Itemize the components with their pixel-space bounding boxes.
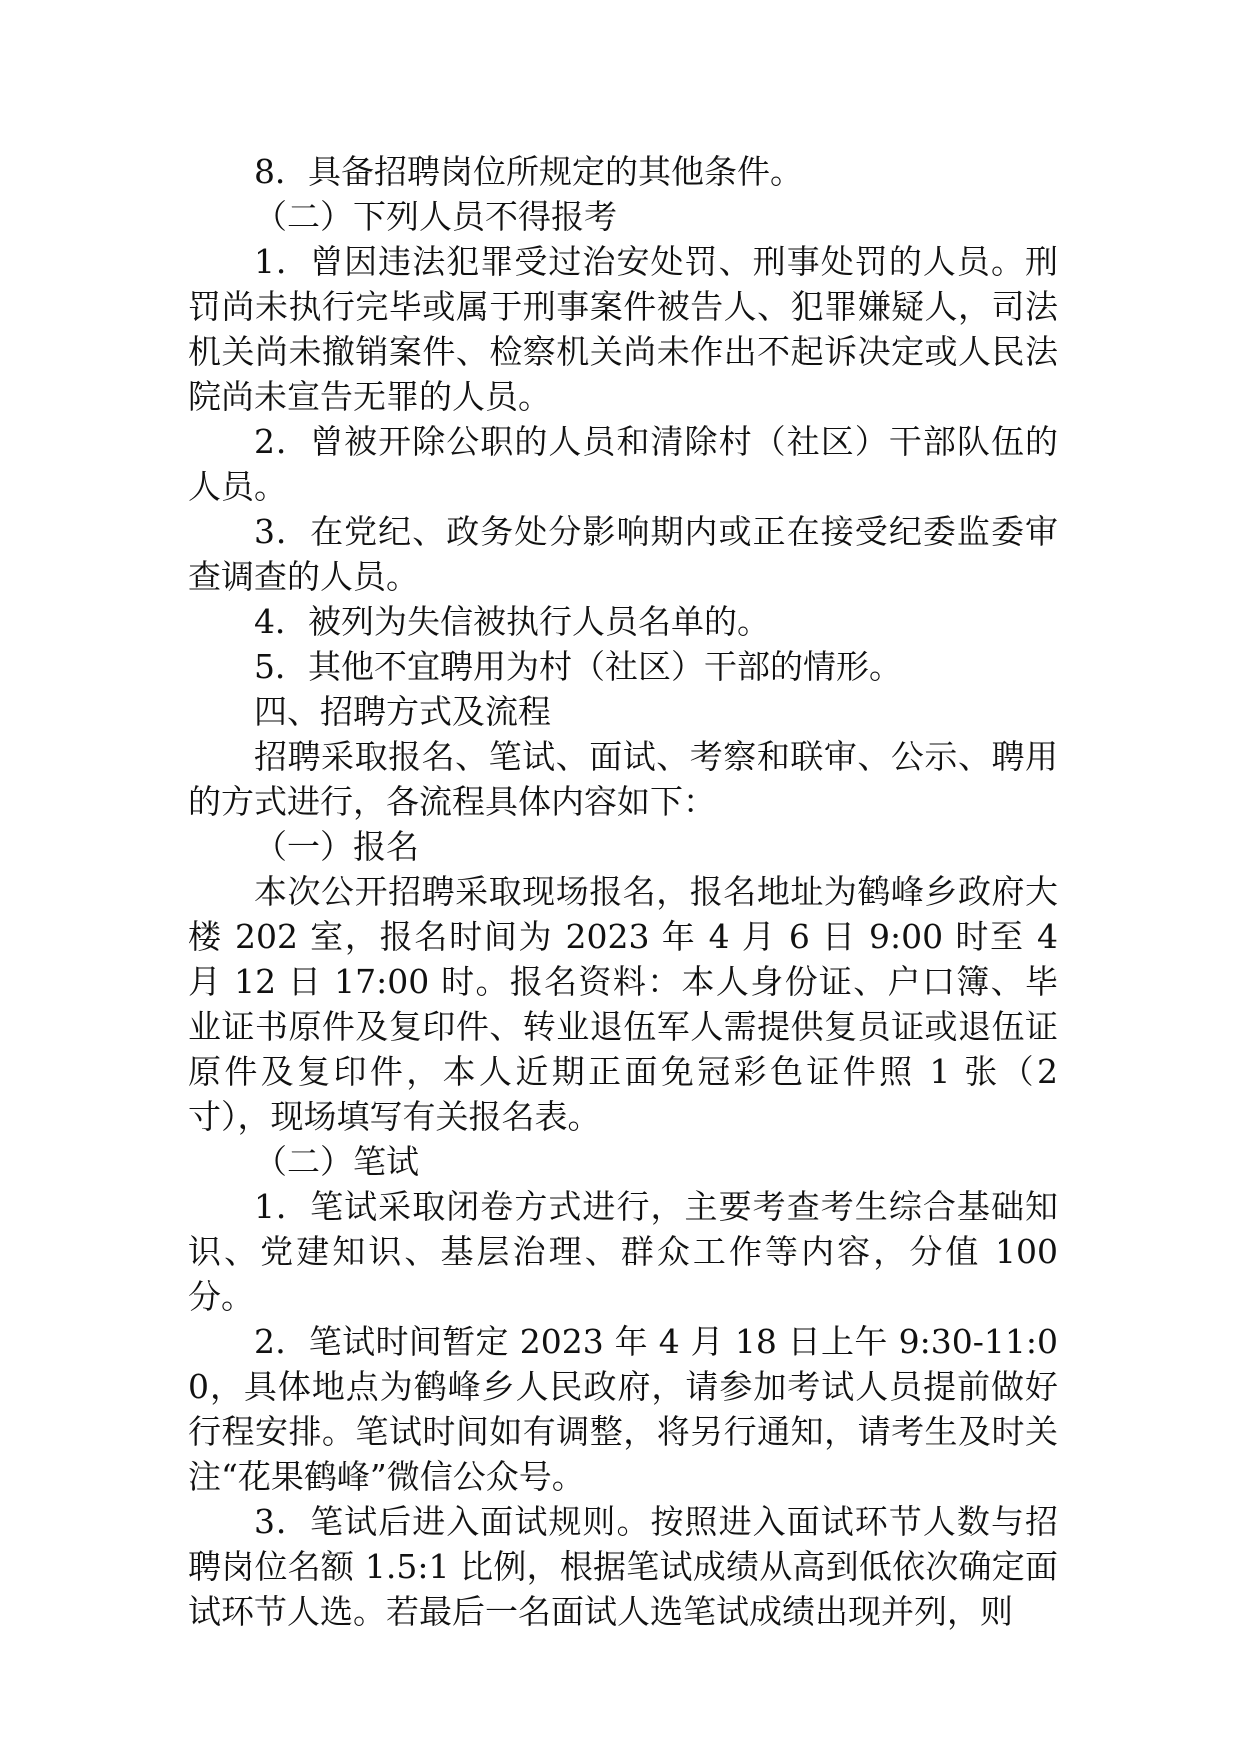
paragraph-ineligible-2: 2．曾被开除公职的人员和清除村（社区）干部队伍的人员。 (188, 422, 1058, 506)
paragraph-exam-1: 1．笔试采取闭卷方式进行，主要考查考生综合基础知识、党建知识、基层治理、群众工作等内容，分值 100 分。 (188, 1187, 1058, 1316)
paragraph-exam-3: 3．笔试后进入面试规则。按照进入面试环节人数与招聘岗位名额 1.5:1 比例，根据笔试成绩从高到低依次确定面试环节人选。若最后一名面试人选笔试成绩出现并列，则 (188, 1502, 1058, 1631)
paragraph-condition-8: 8．具备招聘岗位所规定的其他条件。 (254, 152, 803, 191)
heading-written-exam: （二）笔试 (254, 1142, 419, 1181)
paragraph-registration-details: 本次公开招聘采取现场报名，报名地址为鹤峰乡政府大楼 202 室，报名时间为 2023 年 4 月 6 日 9:00 时至 4 月 12 日 17:00 时。报名资料：本人身份证、户口簿、毕业证书原件及复印件、转业退伍军人需提供复员证或退伍证原件及复印件，本人近期正面免冠彩色证件照 1 张（2 寸），现场填写有关报名表。 (188, 872, 1058, 1136)
heading-section-4: 四、招聘方式及流程 (254, 692, 551, 731)
paragraph-ineligible-5: 5．其他不宜聘用为村（社区）干部的情形。 (254, 647, 902, 686)
paragraph-ineligible-3: 3．在党纪、政务处分影响期内或正在接受纪委监委审查调查的人员。 (188, 512, 1058, 596)
paragraph-exam-2: 2．笔试时间暂定 2023 年 4 月 18 日上午 9:30-11:00，具体地点为鹤峰乡人民政府，请参加考试人员提前做好行程安排。笔试时间如有调整，将另行通知，请考生及时关注“花果鹤峰”微信公众号。 (188, 1322, 1058, 1496)
paragraph-ineligible-1: 1．曾因违法犯罪受过治安处罚、刑事处罚的人员。刑罚尚未执行完毕或属于刑事案件被告人、犯罪嫌疑人，司法机关尚未撤销案件、检察机关尚未作出不起诉决定或人民法院尚未宣告无罪的人员。 (188, 242, 1058, 416)
paragraph-process-intro: 招聘采取报名、笔试、面试、考察和联审、公示、聘用的方式进行，各流程具体内容如下： (188, 737, 1058, 821)
paragraph-ineligible-4: 4．被列为失信被执行人员名单的。 (254, 602, 770, 641)
document-page (188, 149, 1058, 1634)
heading-ineligible-persons: （二）下列人员不得报考 (254, 197, 617, 236)
heading-registration: （一）报名 (254, 827, 419, 866)
